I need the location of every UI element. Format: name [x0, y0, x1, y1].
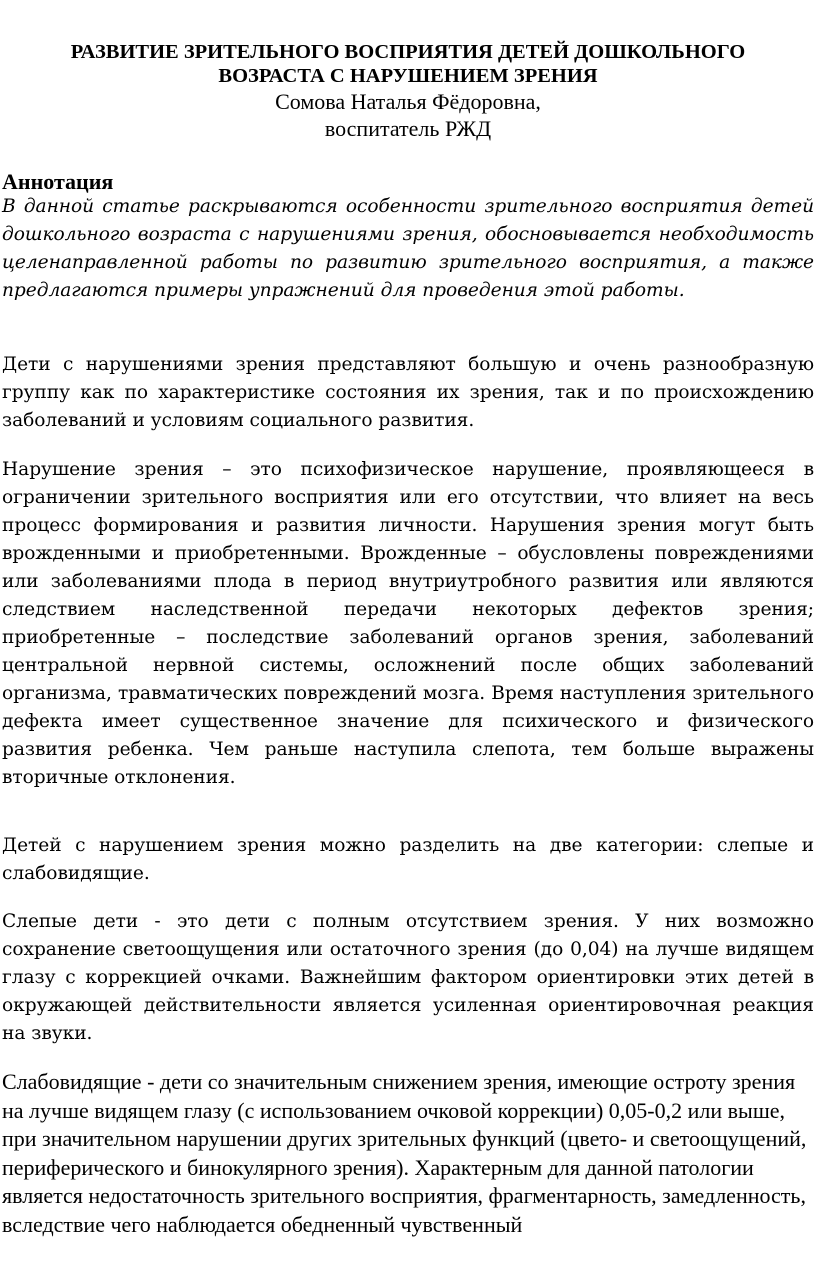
body-paragraph-3: Детей с нарушением зрения можно разделить на две категории: слепые и слабовидящие. [2, 835, 814, 884]
author-position: воспитатель РЖД [324, 116, 492, 141]
body-paragraph-2: Нарушение зрения – это психофизическое нарушение, проявляющееся в ограничении зрительного восприятия или его отсутствии, что влияет на весь процесс формирования и развития личности. Нарушения зрения могут быть врожденными и приобретенными. Врожденные – обусловлены повреждениями или заболеваниями плода в период внутриутробного развития или являются следствием наследственной передачи некоторых дефектов зрения; приобретенные – последствие заболеваний органов зрения, заболеваний центральной нервной системы, осложнений после общих заболеваний организма, травматических повреждений мозга. Время наступления зрительного дефекта имеет существенное значение для психического и физического развития ребенка. Чем раньше наступила слепота, тем больше выражены вторичные отклонения. [2, 459, 814, 788]
author-name: Сомова Наталья Фёдоровна, [275, 89, 541, 114]
article-title-line-1: РАЗВИТИЕ ЗРИТЕЛЬНОГО ВОСПРИЯТИЯ ДЕТЕЙ ДОШКОЛЬНОГО [70, 41, 746, 63]
body-paragraph-1: Дети с нарушениями зрения представляют большую и очень разнообразную группу как по характеристике состояния их зрения, так и по происхождению заболеваний и условиям социального развития. [2, 354, 814, 431]
body-paragraph-5: Слабовидящие - дети со значительным снижением зрения, имеющие остроту зрения на лучше видящем глазу (с использованием очковой коррекции) 0,05-0,2 или выше, при значительном нарушении других зрительных функций (цвето- и светоощущений, периферического и бинокулярного зрения). Характерным для данной патологии является недостаточность зрительного восприятия, фрагментарность, замедленность, вследствие чего наблюдается обедненный чувственный [2, 1069, 807, 1237]
abstract-heading: Аннотация [2, 169, 114, 194]
article-title-line-2: ВОЗРАСТА С НАРУШЕНИЕМ ЗРЕНИЯ [218, 65, 598, 87]
abstract-text: В данной статье раскрываются особенности зрительного восприятия детей дошкольного возраста с нарушениями зрения, обосновывается необходимость целенаправленной работы по развитию зрительного восприятия, а также предлагаются примеры упражнений для проведения этой работы. [2, 196, 814, 301]
body-paragraph-4: Слепые дети - это дети с полным отсутствием зрения. У них возможно сохранение светоощущения или остаточного зрения (до 0,04) на лучше видящем глазу с коррекцией очками. Важнейшим фактором ориентировки этих детей в окружающей действительности является усиленная ориентировочная реакция на звуки. [2, 911, 814, 1044]
